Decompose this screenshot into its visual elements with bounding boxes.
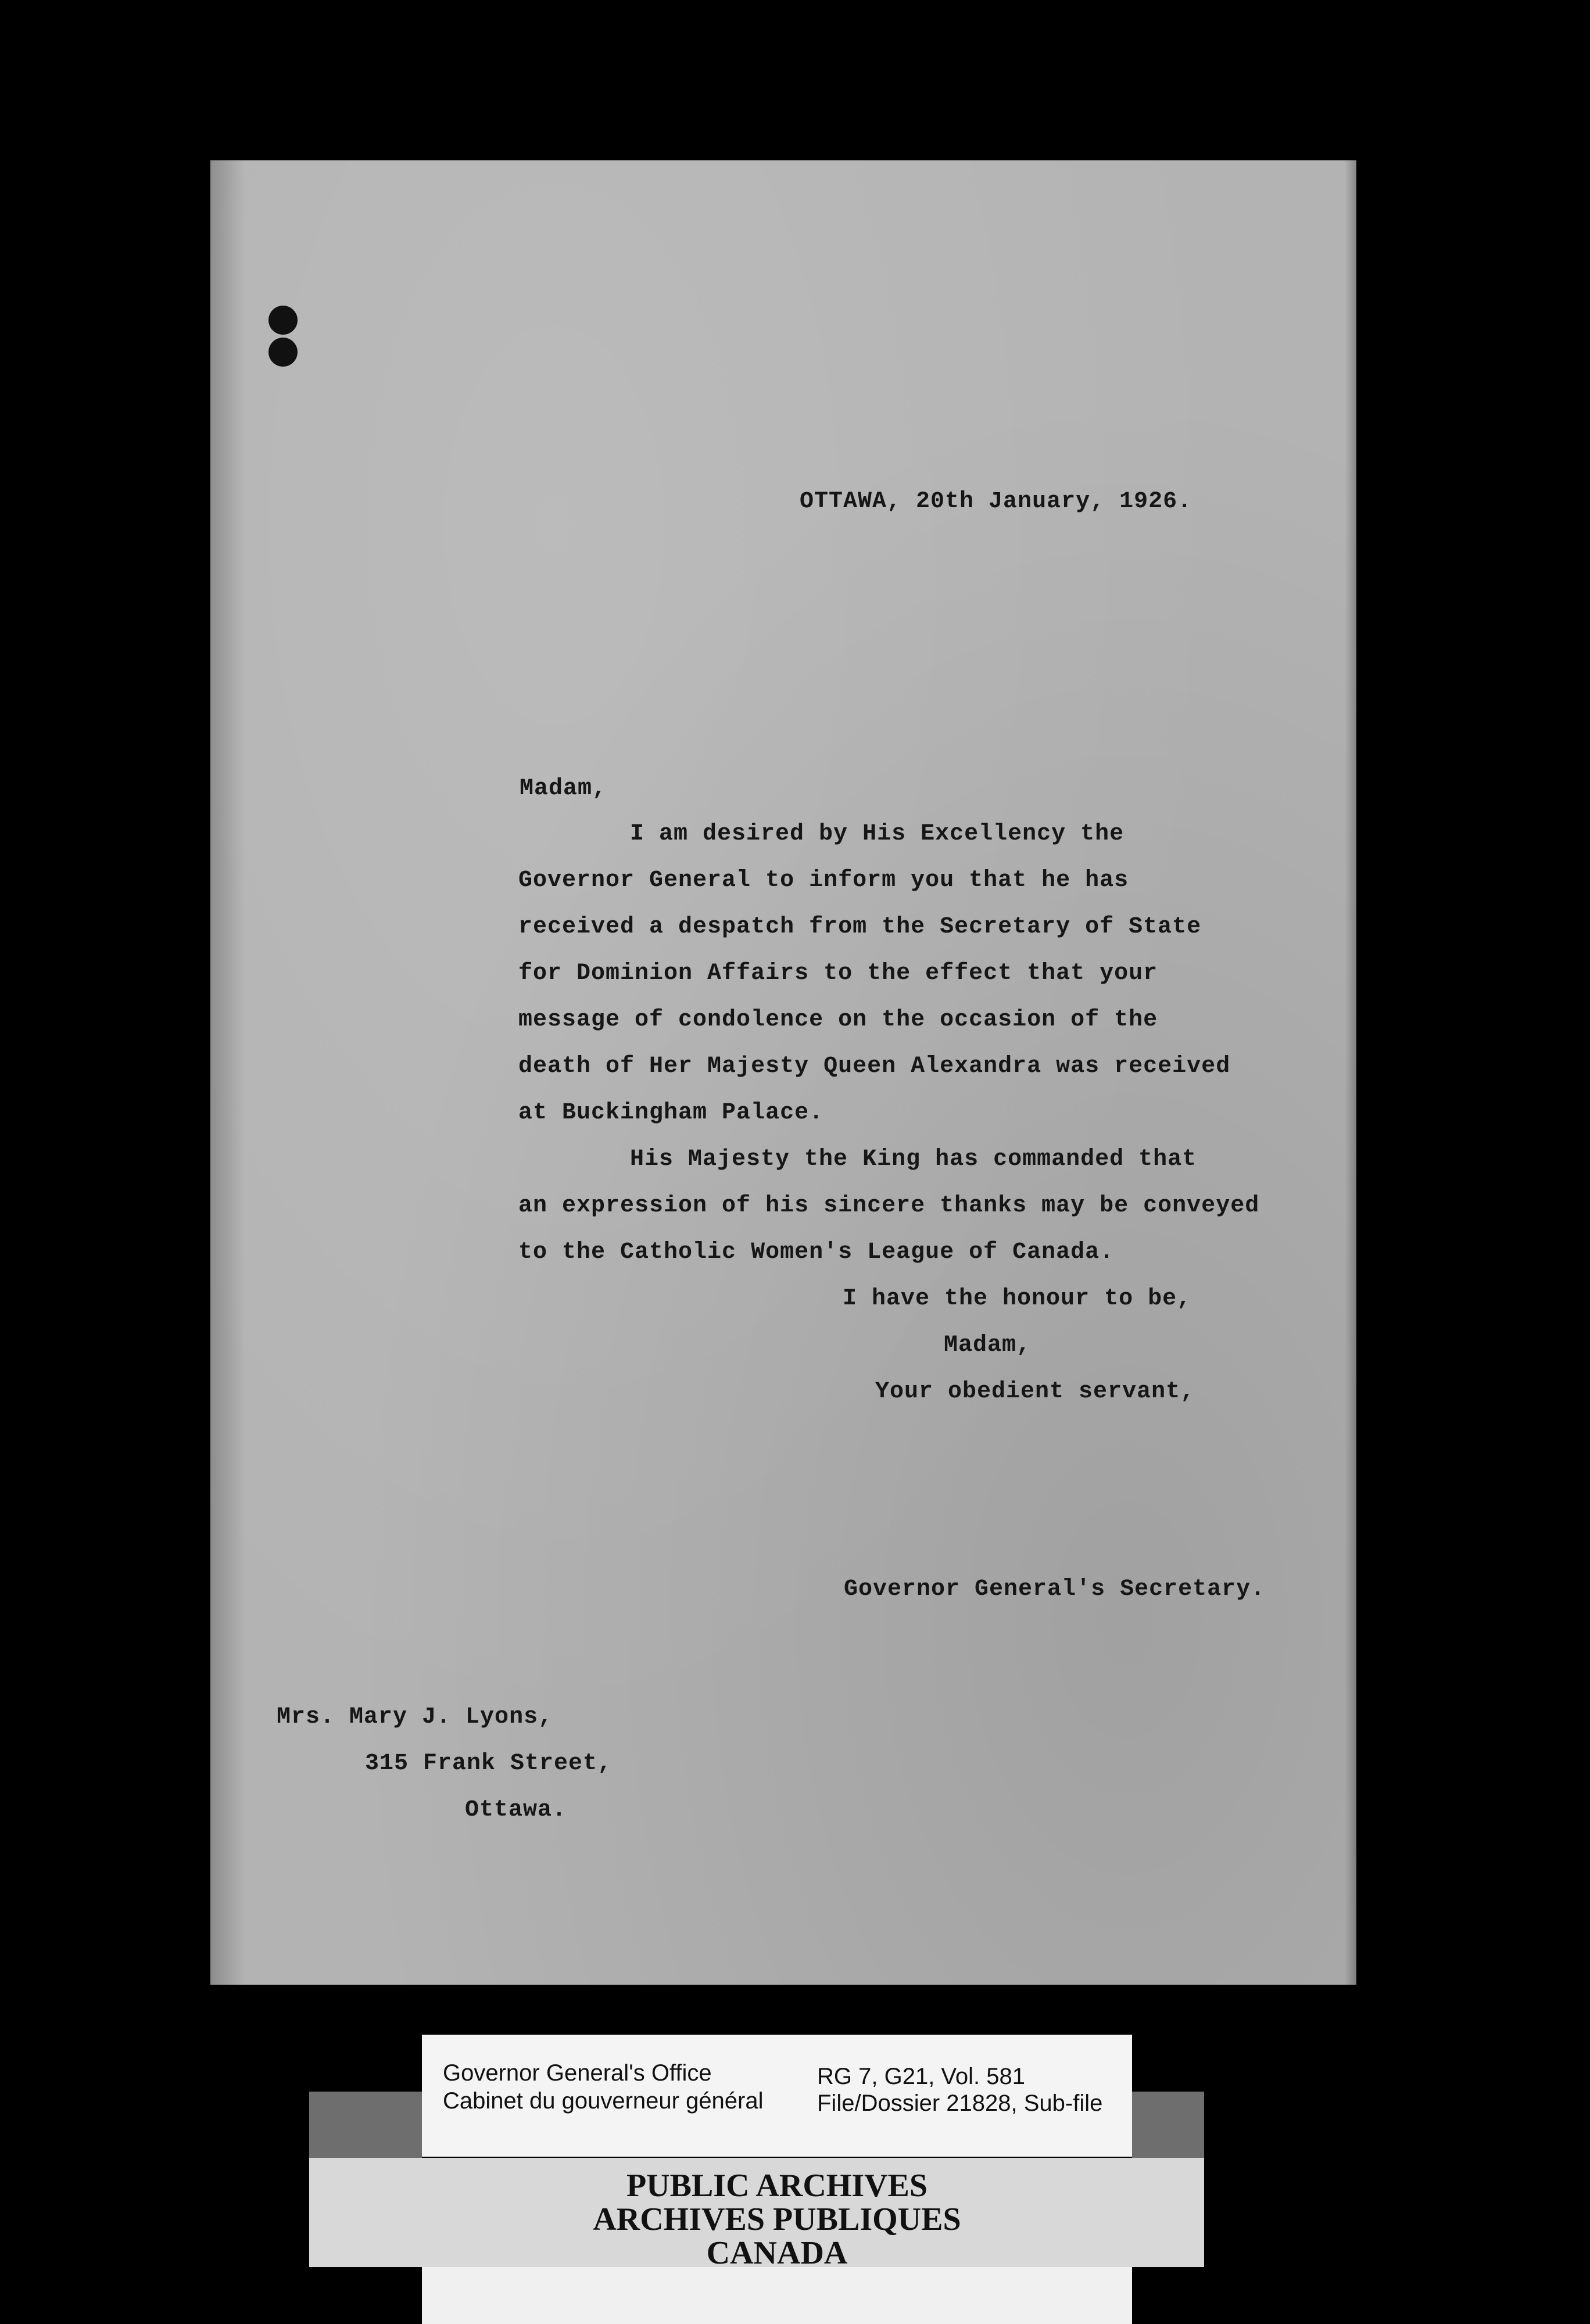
stamp-archives-publiques: ARCHIVES PUBLIQUES	[593, 2201, 961, 2237]
stamp-public-archives: PUBLIC ARCHIVES	[626, 2168, 928, 2204]
office-french: Cabinet du gouverneur général	[443, 2088, 764, 2114]
closing-line: I have the honour to be,	[843, 1286, 1192, 1312]
punch-hole-lower	[268, 338, 298, 367]
recipient-city: Ottawa.	[465, 1797, 567, 1823]
stamp-canada: CANADA	[706, 2235, 848, 2271]
archive-label-card	[422, 2035, 1132, 2157]
closing-line: Madam,	[944, 1332, 1032, 1358]
paragraph1-line: death of Her Majesty Queen Alexandra was received	[518, 1053, 1231, 1079]
paragraph1-line: message of condolence on the occasion of the	[518, 1007, 1158, 1033]
salutation: Madam,	[520, 776, 607, 802]
punch-hole-upper	[268, 306, 298, 335]
label-tab-left	[309, 2092, 422, 2158]
label-tab-right	[1132, 2092, 1204, 2158]
file-dossier-reference: File/Dossier 21828, Sub-file	[817, 2090, 1103, 2116]
sheet-shadow-right	[1345, 160, 1356, 1985]
paragraph1-line: at Buckingham Palace.	[518, 1100, 824, 1126]
paragraph2-line: an expression of his sincere thanks may be conveyed	[518, 1193, 1260, 1219]
recipient-name: Mrs. Mary J. Lyons,	[277, 1704, 553, 1730]
paragraph1-line: received a despatch from the Secretary of State	[518, 914, 1202, 940]
archive-label-bottom	[422, 2267, 1132, 2324]
dateline: OTTAWA, 20th January, 1926.	[800, 489, 1192, 515]
record-group-reference: RG 7, G21, Vol. 581	[817, 2064, 1025, 2089]
paragraph1-line: Governor General to inform you that he has	[518, 867, 1129, 894]
office-english: Governor General's Office	[443, 2060, 712, 2086]
recipient-street: 315 Frank Street,	[365, 1751, 613, 1777]
sheet-shadow-left	[210, 160, 245, 1985]
letter-sheet	[210, 160, 1356, 1985]
paragraph2-line: to the Catholic Women's League of Canada.	[518, 1239, 1115, 1265]
closing-line: Your obedient servant,	[875, 1379, 1195, 1405]
signature-title: Governor General's Secretary.	[844, 1576, 1266, 1602]
paragraph1-line: I am desired by His Excellency the	[630, 821, 1125, 847]
paragraph2-line: His Majesty the King has commanded that	[630, 1146, 1197, 1172]
paragraph1-line: for Dominion Affairs to the effect that your	[518, 960, 1158, 987]
